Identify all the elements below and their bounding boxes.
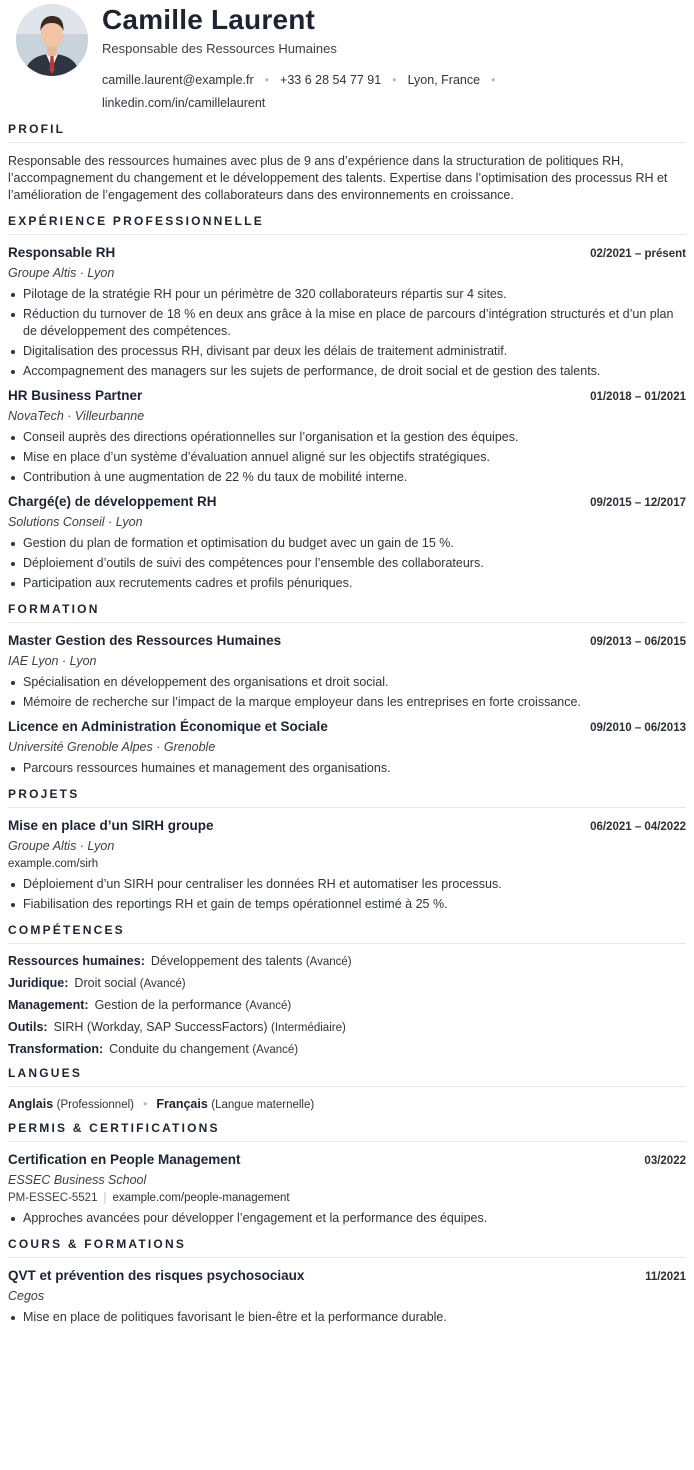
section-title: EXPÉRIENCE PROFESSIONNELLE [8, 214, 686, 235]
profile-summary: Responsable des ressources humaines avec plus de 9 ans d’expérience dans la structuration de politiques RH, l’accompagnement du changement et le développement des talents. Expertise dans l’optimisation des processus RH et l’amélioration de l’engagement des collaborateurs dans des environnements en croissance. [8, 154, 668, 202]
experience-entry [8, 388, 686, 486]
certification-entry [8, 1152, 686, 1227]
certification-meta [8, 1192, 686, 1204]
skill-value: Conduite du changement [109, 1042, 249, 1056]
candidate-name: Camille Laurent [102, 4, 316, 35]
certifications-section [8, 1121, 686, 1227]
project-entry [8, 818, 686, 913]
entry-organization: Groupe Altis · Lyon [8, 839, 115, 853]
entry-title: Responsable RH [8, 245, 116, 260]
language-name: Français [156, 1097, 208, 1111]
bullet-item: Accompagnement des managers sur les sujets de performance, de droit social et de gestion des talents. [8, 363, 686, 380]
section-title: PROFIL [8, 122, 686, 143]
courses-section [8, 1237, 686, 1326]
languages-list [8, 1097, 686, 1111]
meta-divider: | [103, 1192, 107, 1204]
bullet-item: Mise en place de politiques favorisant le bien-être et la performance durable. [8, 1309, 686, 1326]
bullet-item: Réduction du turnover de 18 % en deux ans grâce à la mise en place de parcours d’intégration structurés et d’un plan de développement des compétences. [8, 306, 686, 340]
entry-bullets [8, 876, 686, 913]
skill-row [8, 976, 686, 990]
skill-row [8, 1020, 686, 1034]
entry-bullets [8, 535, 686, 592]
skills-section [8, 923, 686, 1056]
bullet-item: Contribution à une augmentation de 22 % du taux de mobilité interne. [8, 469, 686, 486]
bullet-item: Spécialisation en développement des organisations et droit social. [8, 674, 686, 691]
section-title: FORMATION [8, 602, 686, 623]
skill-row [8, 998, 686, 1012]
entry-date: 09/2010 – 06/2013 [590, 722, 686, 734]
experience-entry [8, 494, 686, 592]
profile-section [8, 122, 686, 204]
entry-bullets [8, 674, 686, 711]
skill-category: Juridique: [8, 976, 69, 990]
entry-organization: NovaTech · Villeurbanne [8, 409, 145, 423]
education-section [8, 602, 686, 777]
entry-organization: IAE Lyon · Lyon [8, 654, 97, 668]
entry-bullets [8, 286, 686, 380]
bullet-item: Digitalisation des processus RH, divisant par deux les délais de traitement administratif. [8, 343, 686, 360]
bullet-item: Conseil auprès des directions opérationnelles sur l’organisation et la gestion des équipes. [8, 429, 686, 446]
contact-separator: • [264, 73, 270, 87]
bullet-item: Participation aux recrutements cadres et profils pénuriques. [8, 575, 686, 592]
entry-title: Certification en People Management [8, 1152, 241, 1167]
language-level: (Langue maternelle) [211, 1099, 315, 1111]
skill-value: Développement des talents [150, 954, 303, 968]
entry-organization: Cegos [8, 1289, 45, 1303]
bullet-item: Pilotage de la stratégie RH pour un périmètre de 320 collaborateurs répartis sur 4 sites. [8, 286, 686, 303]
languages-section [8, 1066, 686, 1111]
entry-date: 09/2015 – 12/2017 [590, 497, 686, 509]
contact-separator: • [392, 73, 397, 87]
resume-header [8, 0, 686, 122]
bullet-item: Approches avancées pour développer l’engagement et la performance des équipes. [8, 1210, 686, 1227]
bullet-item: Déploiement d’un SIRH pour centraliser les données RH et automatiser les processus. [8, 876, 686, 893]
entry-title: Licence en Administration Économique et Sociale [8, 719, 328, 734]
entry-date: 01/2018 – 01/2021 [590, 391, 686, 403]
entry-organization: Groupe Altis · Lyon [8, 266, 115, 280]
projects-section [8, 787, 686, 913]
entry-date: 02/2021 – présent [590, 248, 686, 260]
entry-organization: ESSEC Business School [8, 1173, 147, 1187]
avatar [16, 4, 88, 76]
skill-value: SIRH (Workday, SAP SuccessFactors) [53, 1020, 268, 1034]
entry-bullets [8, 429, 686, 486]
skill-category: Management: [8, 998, 89, 1012]
contact-info [102, 69, 522, 115]
bullet-item: Parcours ressources humaines et management des organisations. [8, 760, 686, 777]
certification-code: PM-ESSEC-5521 [8, 1192, 98, 1204]
entry-date: 09/2013 – 06/2015 [590, 636, 686, 648]
contact-location: Lyon, France [407, 73, 481, 87]
language-name: Anglais [8, 1097, 54, 1111]
skill-level: (Avancé) [139, 978, 186, 990]
entry-bullets [8, 1210, 686, 1227]
section-title: PERMIS & CERTIFICATIONS [8, 1121, 686, 1142]
entry-organization: Solutions Conseil · Lyon [8, 515, 143, 529]
skill-category: Outils: [8, 1020, 48, 1034]
experience-section [8, 214, 686, 592]
entry-date: 03/2022 [644, 1155, 686, 1167]
skill-row [8, 954, 686, 968]
entry-title: HR Business Partner [8, 388, 143, 403]
contact-linkedin[interactable]: linkedin.com/in/camillelaurent [102, 96, 266, 110]
skill-level: (Avancé) [305, 956, 352, 968]
candidate-title: Responsable des Ressources Humaines [102, 41, 337, 56]
section-title: COMPÉTENCES [8, 923, 686, 944]
course-entry [8, 1268, 686, 1326]
contact-separator: • [491, 73, 496, 87]
entry-title: Mise en place d’un SIRH groupe [8, 818, 214, 833]
bullet-item: Mémoire de recherche sur l’impact de la marque employeur dans les entreprises en forte croissance. [8, 694, 686, 711]
entry-date: 06/2021 – 04/2022 [590, 821, 686, 833]
entry-date: 11/2021 [645, 1271, 686, 1283]
education-entry [8, 719, 686, 777]
entry-bullets [8, 1309, 686, 1326]
language-level: (Professionnel) [56, 1099, 134, 1111]
bullet-item: Déploiement d’outils de suivi des compétences pour l’ensemble des collaborateurs. [8, 555, 686, 572]
section-title: LANGUES [8, 1066, 686, 1087]
section-title: COURS & FORMATIONS [8, 1237, 686, 1258]
contact-phone[interactable]: +33 6 28 54 77 91 [280, 73, 382, 87]
bullet-item: Fiabilisation des reportings RH et gain de temps opérationnel estimé à 25 %. [8, 896, 686, 913]
entry-title: Master Gestion des Ressources Humaines [8, 633, 282, 648]
contact-email[interactable]: camille.laurent@example.fr [102, 73, 254, 87]
skill-value: Gestion de la performance [94, 998, 242, 1012]
skill-level: (Avancé) [252, 1044, 299, 1056]
entry-organization: Université Grenoble Alpes · Grenoble [8, 740, 216, 754]
skill-value: Droit social [74, 976, 137, 990]
certification-link[interactable]: example.com/people-management [112, 1192, 290, 1204]
avatar-portrait-icon [16, 4, 88, 76]
skill-level: (Avancé) [245, 1000, 292, 1012]
skill-level: (Intermédiaire) [271, 1022, 346, 1034]
skill-row [8, 1042, 686, 1056]
entry-title: Chargé(e) de développement RH [8, 494, 217, 509]
project-link[interactable]: example.com/sirh [8, 858, 99, 870]
section-title: PROJETS [8, 787, 686, 808]
language-separator: • [142, 1097, 148, 1111]
skill-category: Ressources humaines: [8, 954, 145, 968]
bullet-item: Mise en place d’un système d’évaluation annuel aligné sur les objectifs stratégiques. [8, 449, 686, 466]
education-entry [8, 633, 686, 711]
entry-bullets [8, 760, 686, 777]
skill-category: Transformation: [8, 1042, 104, 1056]
entry-title: QVT et prévention des risques psychosociaux [8, 1268, 305, 1283]
bullet-item: Gestion du plan de formation et optimisation du budget avec un gain de 15 %. [8, 535, 686, 552]
experience-entry [8, 245, 686, 380]
